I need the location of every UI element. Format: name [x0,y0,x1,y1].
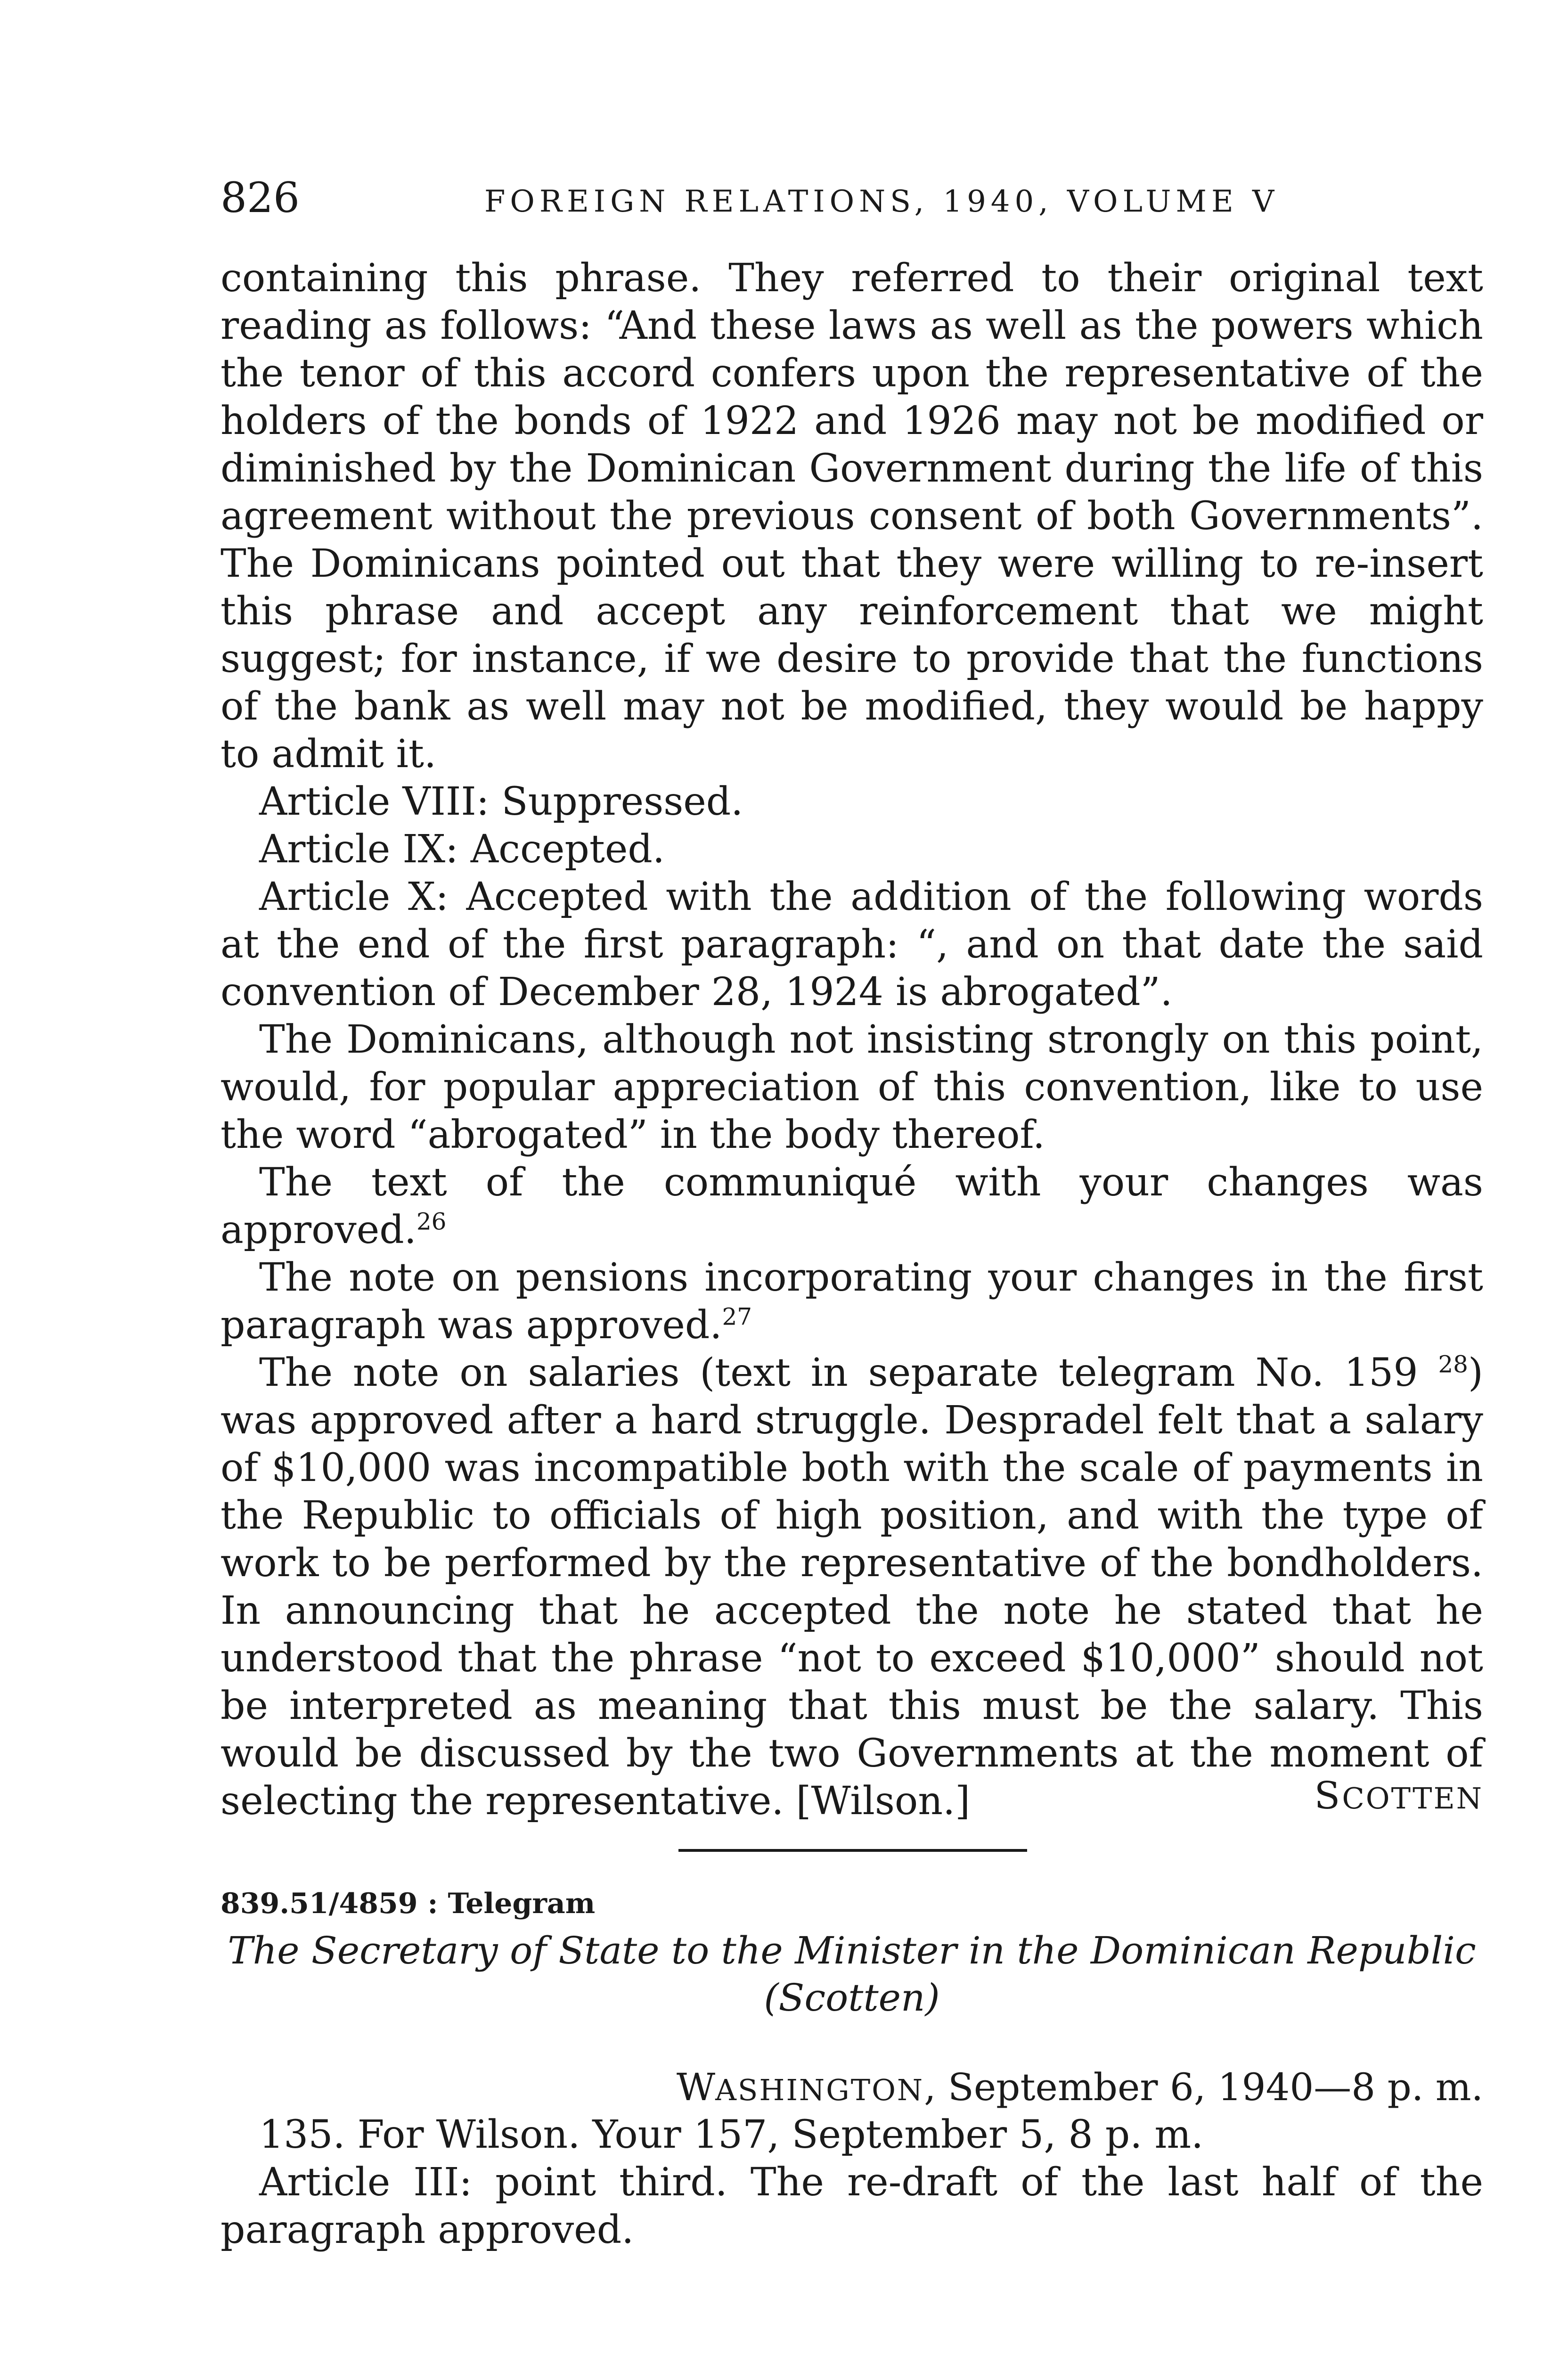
signature-rest: COTTEN [1342,1781,1483,1816]
section-divider [678,1849,1027,1852]
running-title: FOREIGN RELATIONS, 1940, VOLUME V [484,184,1279,219]
footnote-ref-26[interactable]: 26 [416,1208,447,1235]
heading-line-1: The Secretary of State to the Minister in the Dominican Republic [228,1929,1476,1972]
signature-initial: S [1314,1774,1342,1817]
dateline-initial: W [676,2065,716,2109]
salaries-text-end: ) was approved after a hard struggle. Despradel felt that a salary of $10,000 was incompatible both with the scale of payments in the Republic to officials of high position, and with the type of work to be performed by the representative of the bondholders. In announcing that he accepted the note he stated that he understood that the phrase “not to exceed $10,000” should not be interpreted as meaning that this must be the salary. This would be discussed by the two Governments at the moment of selecting the representative. [Wilson.] [220,1350,1483,1824]
paragraph-telegram-135: 135. For Wilson. Your 157, September 5, 8 p. m. [259,2112,1204,2157]
heading-line-2: (Scotten) [764,1976,940,2020]
paragraph-article-iii: Article III: point third. The re-draft of the last half of the paragraph approved. [220,2160,1483,2252]
salaries-text-start: The note on salaries (text in separate telegram No. 159 [259,1350,1418,1395]
paragraph-continued: containing this phrase. They referred to their original text reading as follows: “And these laws as well as the powers which the tenor of this accord confers upon the representative of the holders of the bonds of 1922 and 1926 may not be modified or diminished by the Dominican Government during the life of this agreement without the previous consent of both Governments”. The Dominicans pointed out that they were willing to re-insert this phrase and accept any reinforcement that we might suggest; for instance, if we desire to provide that the functions of the bank as well may not be modified, they would be happy to admit it. [220,256,1483,777]
paragraph-article-viii: Article VIII: Suppressed. [259,779,743,824]
paragraph-abrogated: The Dominicans, although not insisting strongly on this point, would, for popular appreciation of this convention, like to use the word “abrogated” in the body thereof. [220,1017,1483,1157]
paragraph-salaries [220,1349,1483,1825]
page-number: 826 [220,173,300,222]
dateline-date: , September 6, 1940—8 p. m. [924,2065,1483,2109]
footnote-ref-27[interactable]: 27 [722,1303,752,1331]
signature-scotten [1315,1772,1483,1822]
paragraph-pensions [220,1254,1483,1349]
paragraph-communique [220,1159,1483,1254]
dateline-place: ASHINGTON [715,2073,924,2107]
pensions-text: The note on pensions incorporating your changes in the first paragraph was approved. [220,1255,1483,1348]
footnote-ref-28[interactable]: 28 [1438,1350,1468,1378]
document-heading [220,1927,1483,2021]
running-header [220,170,1483,226]
communique-text: The text of the communiqué with your changes was approved. [220,1160,1483,1252]
paragraph-article-x: Article X: Accepted with the addition of the following words at the end of the first paragraph: “, and on that date the said convention of December 28, 1924 is abrogated”. [220,875,1483,1014]
telegram-135-body [220,2111,1483,2254]
dateline [677,2064,1483,2114]
paragraph-article-ix: Article IX: Accepted. [259,827,665,872]
telegram-body-continued [220,254,1483,1825]
file-reference: 839.51/4859 : Telegram [220,1887,596,1920]
